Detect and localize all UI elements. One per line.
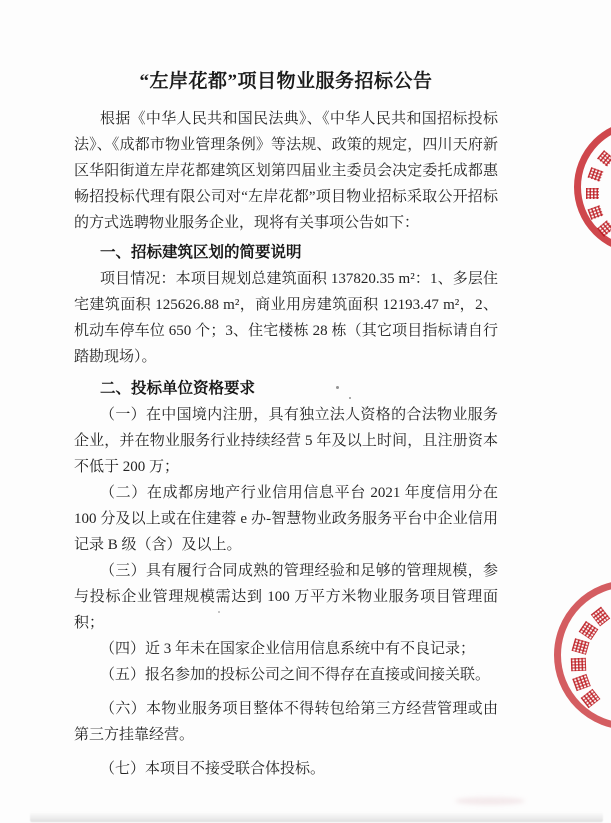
seal-glyph-mark bbox=[597, 220, 611, 237]
intro-paragraph: 根据《中华人民共和国民法典》、《中华人民共和国招标投标法》、《成都市物业管理条例》等法规、政策的规定，四川天府新区华阳街道左岸花都建筑区划第四届业主委员会决定委托成都惠畅招投标代理有限公司对“左岸花都”项目物业招标采取公开招标的方式选聘物业服务企业，现将有关事项公告如下： bbox=[74, 111, 498, 231]
requirement-item-6: （六）本物业服务项目整体不得转包给第三方经营管理或由第三方挂靠经营。 bbox=[74, 701, 498, 743]
section-2-heading: 二、投标单位资格要求 bbox=[100, 380, 256, 397]
seal-glyph-mark bbox=[581, 689, 601, 708]
requirement-item-5: （五）报名参加的投标公司之间不得存在直接或间接关联。 bbox=[100, 667, 491, 683]
scan-edge-shadow bbox=[30, 812, 603, 822]
scan-noise-dot bbox=[218, 611, 220, 613]
section-1-paragraph: 项目情况：本项目规划总建筑面积 137820.35 m²：1、多层住宅建筑面积 125626.88 m²，商业用房建筑面积 12193.47 m²，2、机动车停车位 650 个；3、住宅楼栋 28 栋（其它项目指标请自行踏勘现场）。 bbox=[74, 271, 498, 365]
seal-glyph-mark bbox=[591, 607, 610, 627]
scan-noise-dot bbox=[336, 386, 339, 389]
document-body bbox=[74, 0, 498, 782]
seal-glyph-mark bbox=[571, 658, 586, 672]
requirement-item-4: （四）近 3 年未在国家企业信用信息系统中有不良记录； bbox=[100, 641, 476, 657]
requirement-item-7: （七）本项目不接受联合体投标。 bbox=[100, 761, 326, 777]
seal-glyph-mark bbox=[586, 188, 599, 199]
scan-smudge bbox=[455, 797, 525, 805]
seal-glyph-mark bbox=[572, 674, 591, 691]
requirement-item-3: （三）具有履行合同成熟的管理经验和足够的管理规模，参与投标企业管理规模需达到 100 万平方米物业服务项目管理面积； bbox=[74, 563, 498, 631]
section-1-heading: 一、招标建筑区划的简要说明 bbox=[100, 244, 302, 261]
page-title: “左岸花都”项目物业服务招标公告 bbox=[139, 71, 433, 92]
seal-glyph-mark bbox=[588, 205, 604, 220]
red-seal-upper-icon bbox=[574, 120, 611, 254]
red-seal-lower-icon bbox=[554, 580, 611, 730]
seal-glyph-mark bbox=[588, 167, 604, 182]
seal-glyph-mark bbox=[571, 638, 589, 655]
scan-noise-dot bbox=[349, 397, 351, 399]
seal-glyph-mark bbox=[597, 150, 611, 167]
requirement-item-2: （二）在成都房地产行业信用信息平台 2021 年度信用分在 100 分及以上或在住建蓉 e 办-智慧物业政务服务平台中企业信用记录 B 级（含）及以上。 bbox=[74, 485, 498, 553]
seal-glyph-mark bbox=[579, 621, 599, 640]
requirement-item-1: （一）在中国境内注册，具有独立法人资格的合法物业服务企业，并在物业服务行业持续经营 5 年及以上时间，且注册资本不低于 200 万； bbox=[74, 407, 498, 475]
